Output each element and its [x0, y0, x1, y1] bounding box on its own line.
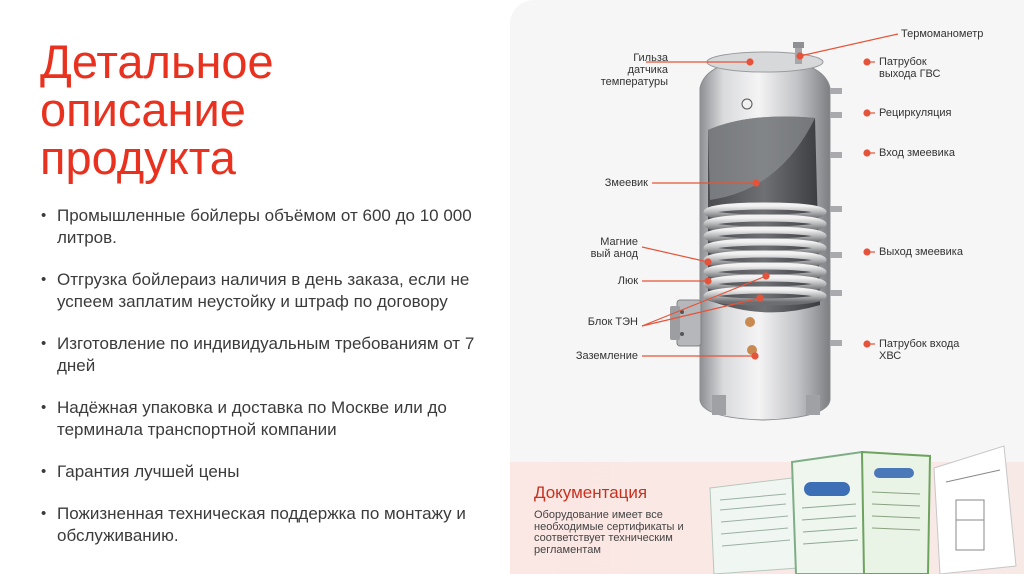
label-recirculation: Рециркуляция [879, 107, 952, 119]
bullet-dot-icon: • [41, 505, 47, 522]
list-item-text: Пожизненная техническая поддержка по монтажу и обслуживанию. [57, 504, 466, 545]
bullet-dot-icon: • [41, 207, 47, 224]
bullet-dot-icon: • [41, 399, 47, 416]
label-thermomanometer: Термоманометр [901, 28, 984, 40]
label-temp-sensor-sleeve: Гильза датчика температуры [600, 52, 668, 88]
list-item [40, 269, 480, 313]
list-item-text: Отгрузка бойлераиз наличия в день заказа, если не успеем заплатим неустойку и штраф по договору [57, 270, 470, 311]
list-item [40, 461, 480, 483]
bullet-dot-icon: • [41, 463, 47, 480]
list-item [40, 333, 480, 377]
label-heater-block: Блок ТЭН [587, 316, 638, 328]
documentation-title: Документация [534, 483, 648, 502]
list-item [40, 205, 480, 249]
product-panel [510, 0, 1024, 574]
list-item-text: Гарантия лучшей цены [57, 462, 240, 481]
label-hot-water-outlet: Патрубок выхода ГВС [879, 56, 941, 80]
list-item [40, 397, 480, 441]
list-item-text: Промышленные бойлеры объёмом от 600 до 10 000 литров. [57, 206, 472, 247]
label-coil: Змеевик [604, 177, 648, 189]
certificate-documents [710, 446, 1016, 574]
label-hatch: Люк [617, 275, 638, 287]
coil-rings [707, 206, 823, 302]
documentation-text: Оборудование имеет все необходимые сертификаты и соответствует техническим регламентам [534, 509, 684, 556]
title-line-3: продукта [40, 131, 236, 184]
bullet-dot-icon: • [41, 271, 47, 288]
page-title [40, 35, 274, 184]
feature-list [40, 205, 480, 567]
title-line-1: Детальное [40, 35, 274, 88]
label-magnesium-anode: Магние вый анод [590, 236, 638, 260]
label-grounding: Заземление [575, 350, 638, 362]
hatch-flange [670, 300, 701, 346]
list-item-text: Изготовление по индивидуальным требованиям от 7 дней [57, 334, 475, 375]
list-item [40, 503, 480, 547]
label-cold-water-inlet: Патрубок входа ХВС [879, 338, 960, 362]
label-coil-inlet: Вход змеевика [879, 147, 955, 159]
list-item-text: Надёжная упаковка и доставка по Москве или до терминала транспортной компании [57, 398, 447, 439]
label-coil-outlet: Выход змеевика [879, 246, 963, 258]
bullet-dot-icon: • [41, 335, 47, 352]
boiler-tank [670, 42, 842, 420]
title-line-2: описание [40, 83, 246, 136]
